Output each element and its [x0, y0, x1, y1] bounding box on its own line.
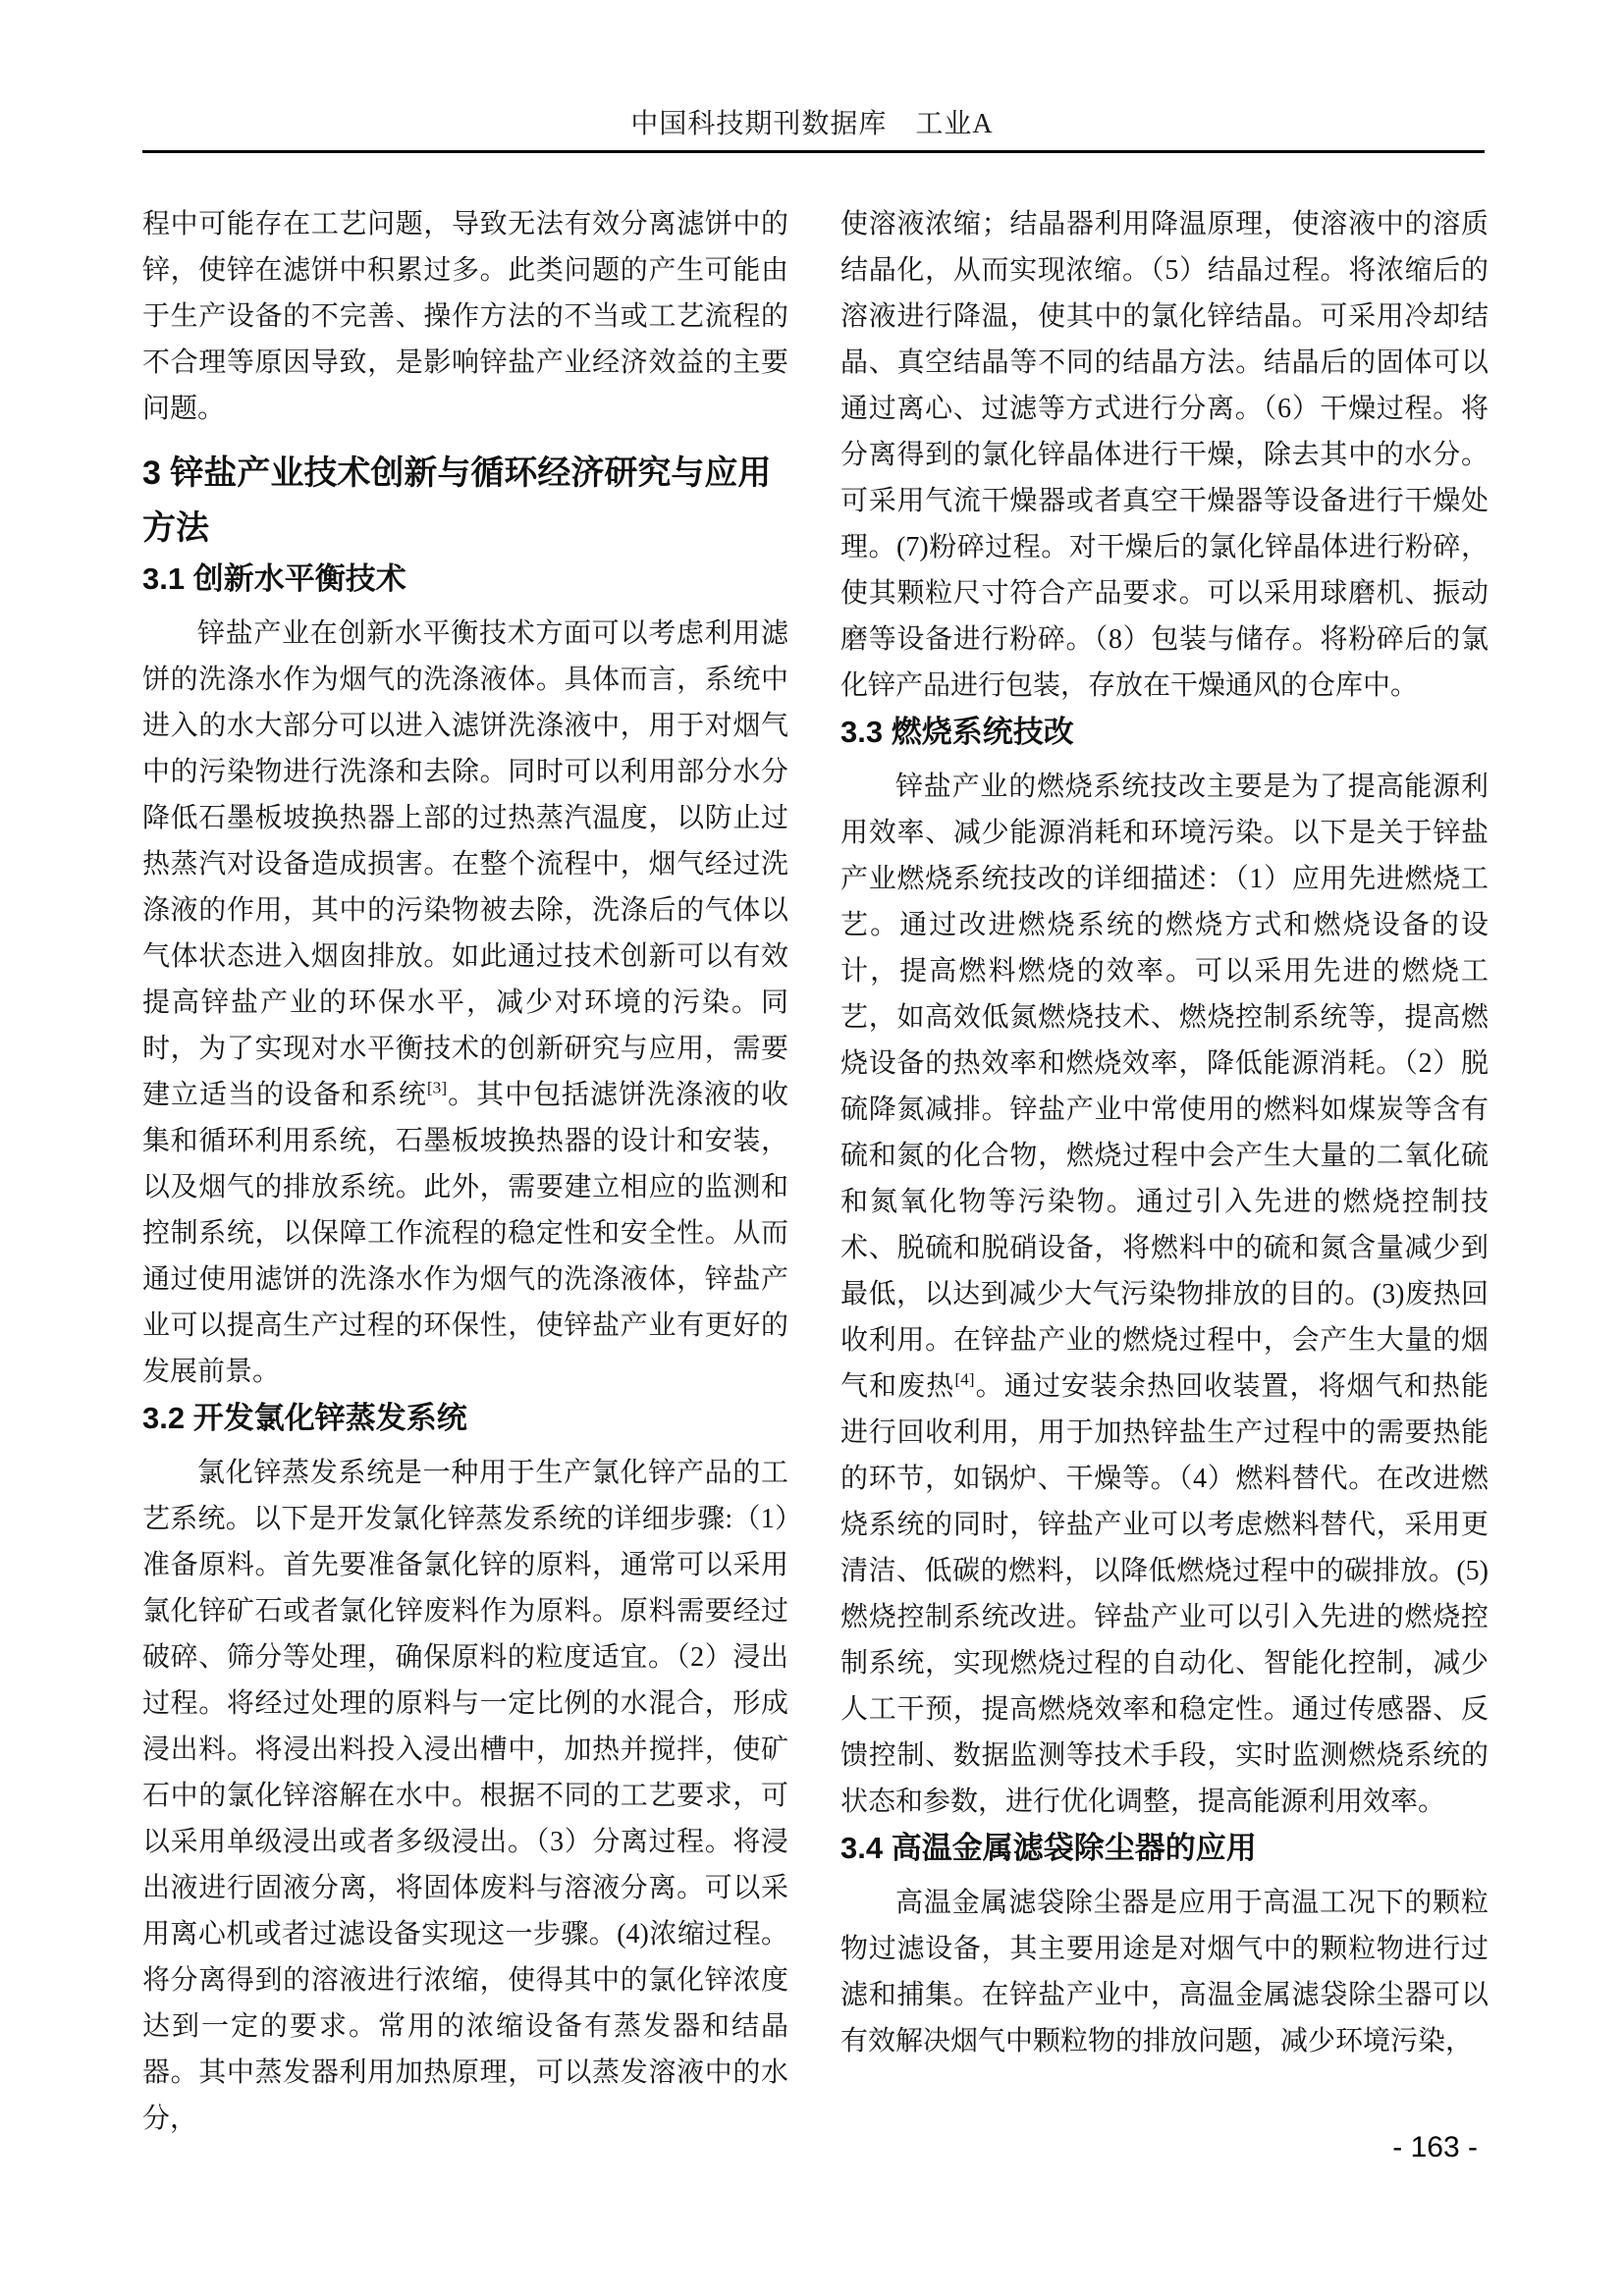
paragraph: 高温金属滤袋除尘器是应用于高温工况下的颗粒物过滤设备，其主要用途是对烟气中的颗粒物进行过滤和捕集。在锌盐产业中，高温金属滤袋除尘器可以有效解决烟气中颗粒物的排放问题，减少环境污染，	[840, 1888, 1489, 2056]
header-rule	[142, 150, 1485, 153]
journal-header: 中国科技期刊数据库 工业A	[630, 109, 994, 139]
right-column	[840, 201, 1489, 2064]
section-heading: 3.2 开发氯化锌蒸发系统	[142, 1401, 467, 1435]
section-heading: 3.3 燃烧系统技改	[840, 715, 1074, 749]
page-number: - 163 -	[1392, 2131, 1478, 2163]
section-heading: 3.4 高温金属滤袋除尘器的应用	[840, 1831, 1257, 1865]
paragraph: 氯化锌蒸发系统是一种用于生产氯化锌产品的工艺系统。以下是开发氯化锌蒸发系统的详细步骤:（1）准备原料。首先要准备氯化锌的原料，通常可以采用氯化锌矿石或者氯化锌废料作为原料。原料需要经过破碎、筛分等处理，确保原料的粒度适宜。（2）浸出过程。将经过处理的原料与一定比例的水混合，形成浸出料。将浸出料投入浸出槽中，加热并搅拌，使矿石中的氯化锌溶解在水中。根据不同的工艺要求，可以采用单级浸出或者多级浸出。（3）分离过程。将浸出液进行固液分离，将固体废料与溶液分离。可以采用离心机或者过滤设备实现这一步骤。(4)浓缩过程。将分离得到的溶液进行浓缩，使得其中的氯化锌浓度达到一定的要求。常用的浓缩设备有蒸发器和结晶器。其中蒸发器利用加热原理，可以蒸发溶液中的水分，	[142, 1458, 788, 2134]
citation-ref: [4]	[954, 1369, 975, 1389]
paragraph: 锌盐产业的燃烧系统技改主要是为了提高能源利用效率、减少能源消耗和环境污染。以下是关于锌盐产业燃烧系统技改的详细描述：（1）应用先进燃烧工艺。通过改进燃烧系统的燃烧方式和燃烧设备的设计，提高燃料燃烧的效率。可以采用先进的燃烧工艺，如高效低氮燃烧技术、燃烧控制系统等，提高燃烧设备的热效率和燃烧效率，降低能源消耗。（2）脱硫降氮减排。锌盐产业中常使用的燃料如煤炭等含有硫和氮的化合物，燃烧过程中会产生大量的二氧化硫和氮氧化物等污染物。通过引入先进的燃烧控制技术、脱硫和脱硝设备，将燃料中的硫和氮含量减少到最低，以达到减少大气污染物排放的目的。(3)废热回收利用。在锌盐产业的燃烧过程中，会产生大量的烟气和废热[4]。通过安装余热回收装置，将烟气和热能进行回收利用，用于加热锌盐生产过程中的需要热能的环节，如锅炉、干燥等。（4）燃料替代。在改进燃烧系统的同时，锌盐产业可以考虑燃料替代，采用更清洁、低碳的燃料，以降低燃烧过程中的碳排放。(5)燃烧控制系统改进。锌盐产业可以引入先进的燃烧控制系统，实现燃烧过程的自动化、智能化控制，减少人工干预，提高燃烧效率和稳定性。通过传感器、反馈控制、数据监测等技术手段，实时监测燃烧系统的状态和参数，进行优化调整，提高能源利用效率。	[840, 772, 1489, 1817]
paragraph: 使溶液浓缩；结晶器利用降温原理，使溶液中的溶质结晶化，从而实现浓缩。（5）结晶过程。将浓缩后的溶液进行降温，使其中的氯化锌结晶。可采用冷却结晶、真空结晶等不同的结晶方法。结晶后的固体可以通过离心、过滤等方式进行分离。（6）干燥过程。将分离得到的氯化锌晶体进行干燥，除去其中的水分。可采用气流干燥器或者真空干燥器等设备进行干燥处理。(7)粉碎过程。对干燥后的氯化锌晶体进行粉碎，使其颗粒尺寸符合产品要求。可以采用球磨机、振动磨等设备进行粉碎。（8）包装与储存。将粉碎后的氯化锌产品进行包装，存放在干燥通风的仓库中。	[840, 209, 1489, 701]
citation-ref: [3]	[426, 1078, 448, 1097]
section-heading: 3 锌盐产业技术创新与循环经济研究与应用方法	[142, 454, 772, 547]
left-column	[142, 201, 788, 2142]
paragraph: 锌盐产业在创新水平衡技术方面可以考虑利用滤饼的洗涤水作为烟气的洗涤液体。具体而言，系统中进入的水大部分可以进入滤饼洗涤液中，用于对烟气中的污染物进行洗涤和去除。同时可以利用部分水分降低石墨板坡换热器上部的过热蒸汽温度，以防止过热蒸汽对设备造成损害。在整个流程中，烟气经过洗涤液的作用，其中的污染物被去除，洗涤后的气体以气体状态进入烟囱排放。如此通过技术创新可以有效提高锌盐产业的环保水平，减少对环境的污染。同时，为了实现对水平衡技术的创新研究与应用，需要建立适当的设备和系统[3]。其中包括滤饼洗涤液的收集和循环利用系统，石墨板坡换热器的设计和安装，以及烟气的排放系统。此外，需要建立相应的监测和控制系统，以保障工作流程的稳定性和安全性。从而通过使用滤饼的洗涤水作为烟气的洗涤液体，锌盐产业可以提高生产过程的环保性，使锌盐产业有更好的发展前景。	[142, 618, 788, 1387]
paragraph: 程中可能存在工艺问题，导致无法有效分离滤饼中的锌，使锌在滤饼中积累过多。此类问题的产生可能由于生产设备的不完善、操作方法的不当或工艺流程的不合理等原因导致，是影响锌盐产业经济效益的主要问题。	[142, 209, 788, 424]
section-heading: 3.1 创新水平衡技术	[142, 561, 406, 596]
